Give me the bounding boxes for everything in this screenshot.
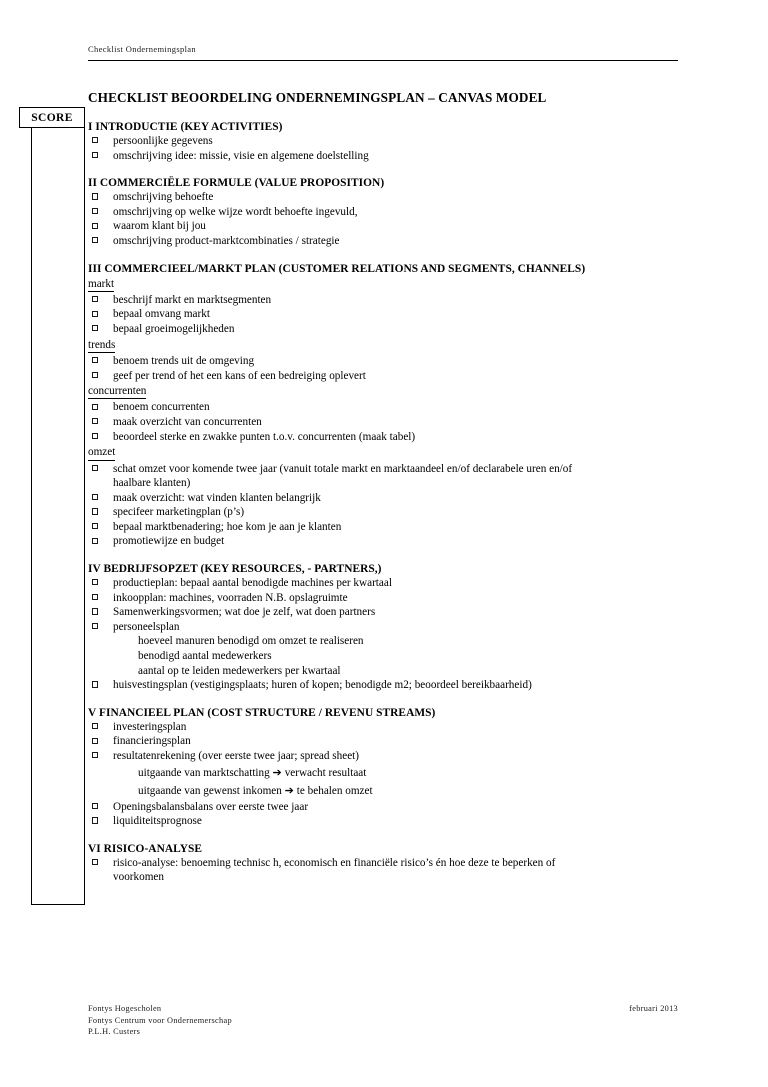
checklist-item-label: huisvestingsplan (vestigingsplaats; huren of kopen; benodigde m2; beoordeel bereikbaarheid) — [113, 679, 532, 692]
checkbox-icon[interactable] — [92, 237, 98, 243]
checklist-item-label: beoordeel sterke en zwakke punten t.o.v. concurrenten (maak tabel) — [113, 430, 416, 443]
checkbox-icon[interactable] — [92, 296, 98, 302]
score-entry-area[interactable] — [31, 128, 85, 905]
checklist-item-label-continued: voorkomen — [113, 871, 164, 884]
checkbox-icon[interactable] — [92, 418, 98, 424]
section-introductie — [88, 121, 668, 163]
score-label: SCORE — [31, 111, 73, 124]
checklist-item[interactable] — [88, 576, 668, 591]
checkbox-icon[interactable] — [92, 465, 98, 471]
section-risico-analyse — [88, 843, 668, 885]
subsection-heading-markt: markt — [88, 277, 114, 292]
checkbox-icon[interactable] — [92, 623, 98, 629]
checklist-item-label: investeringsplan — [113, 720, 187, 733]
checklist-item-label: schat omzet voor komende twee jaar (vanuit totale markt en marktaandeel en/of declarabele uren en/of — [113, 462, 573, 475]
score-column-box — [19, 107, 85, 905]
subsection-heading-omzet: omzet — [88, 445, 115, 460]
checklist-item[interactable] — [88, 814, 668, 829]
section-commercieel-markt-plan — [88, 263, 668, 550]
checklist-item[interactable] — [88, 400, 668, 415]
checklist-item[interactable] — [88, 134, 668, 149]
page-title: CHECKLIST BEOORDELING ONDERNEMINGSPLAN – CANVAS MODEL — [88, 90, 547, 105]
checklist-item-label: omschrijving op welke wijze wordt behoefte ingevuld, — [113, 205, 358, 218]
checkbox-icon[interactable] — [92, 494, 98, 500]
checklist-item[interactable] — [88, 234, 668, 249]
checklist-item-label: Samenwerkingsvormen; wat doe je zelf, wat doen partners — [113, 606, 376, 619]
checklist-item-label: geef per trend of het een kans of een bedreiging oplevert — [113, 369, 366, 382]
checklist-item[interactable] — [88, 322, 668, 337]
checklist-item-label: bepaal groeimogelijkheden — [113, 323, 235, 336]
running-header-text: Checklist Ondernemingsplan — [88, 44, 197, 54]
checklist-item-label: liquiditeitsprognose — [113, 815, 202, 828]
checkbox-icon[interactable] — [92, 508, 98, 514]
section-heading: VI RISICO-ANALYSE — [88, 842, 203, 855]
checklist-item[interactable] — [88, 734, 668, 749]
checklist-item-label: benoem concurrenten — [113, 401, 210, 414]
footer-date: februari 2013 — [629, 1004, 678, 1013]
footer-line-author: P.L.H. Custers — [88, 1027, 141, 1036]
checklist-item-label: bepaal omvang markt — [113, 308, 210, 321]
checklist-item[interactable] — [88, 307, 668, 322]
checkbox-icon[interactable] — [92, 357, 98, 363]
checkbox-icon[interactable] — [92, 538, 98, 544]
checklist-item-label: promotiewijze en budget — [113, 535, 225, 548]
checklist-subitem: uitgaande van marktschatting ➔ verwacht resultaat — [138, 766, 367, 779]
checkbox-icon[interactable] — [92, 523, 98, 529]
checklist-item-label: personeelsplan — [113, 620, 180, 633]
checklist-item-label: persoonlijke gegevens — [113, 135, 213, 147]
section-financieel-plan — [88, 707, 668, 829]
score-header-cell — [19, 107, 85, 128]
checklist-item-label: benoem trends uit de omgeving — [113, 354, 255, 367]
checkbox-icon[interactable] — [92, 208, 98, 214]
checklist-item[interactable] — [88, 749, 668, 764]
checklist-subitem: hoeveel manuren benodigd om omzet te realiseren — [138, 635, 364, 648]
checklist-item[interactable] — [88, 149, 668, 164]
checklist-item[interactable] — [88, 505, 668, 520]
checklist-item[interactable] — [88, 415, 668, 430]
checklist-item[interactable] — [88, 620, 668, 635]
checklist-item[interactable] — [88, 520, 668, 535]
checklist-item-label: omschrijving product-marktcombinaties / strategie — [113, 234, 340, 247]
checkbox-icon[interactable] — [92, 325, 98, 331]
section-commerciele-formule — [88, 177, 668, 248]
checkbox-icon[interactable] — [92, 738, 98, 744]
subsection-concurrenten-wrap — [88, 383, 668, 400]
checklist-item-label: maak overzicht van concurrenten — [113, 416, 262, 429]
checkbox-icon[interactable] — [92, 594, 98, 600]
checklist-item-label: specifeer marketingplan (p’s) — [113, 506, 245, 519]
checklist-item[interactable] — [88, 491, 668, 506]
section-heading: III COMMERCIEEL/MARKT PLAN (CUSTOMER RELATIONS AND SEGMENTS, CHANNELS) — [88, 262, 586, 275]
checklist-item-label: omschrijving behoefte — [113, 191, 214, 204]
footer-organisation-block — [88, 1003, 232, 1038]
checklist-item-label: beschrijf markt en marktsegmenten — [113, 293, 272, 306]
checklist-item[interactable] — [88, 293, 668, 308]
section-spacer — [88, 549, 668, 563]
checklist-item[interactable] — [88, 205, 668, 220]
checklist-item[interactable] — [88, 462, 668, 491]
checkbox-icon[interactable] — [92, 608, 98, 614]
section-heading: II COMMERCIËLE FORMULE (VALUE PROPOSITION) — [88, 177, 385, 190]
checkbox-icon[interactable] — [92, 579, 98, 585]
checklist-item[interactable] — [88, 720, 668, 735]
subsection-markt-wrap — [88, 276, 668, 293]
checklist-item[interactable] — [88, 856, 668, 885]
checkbox-icon[interactable] — [92, 752, 98, 758]
section-spacer — [88, 693, 668, 707]
subsection-trends-wrap — [88, 337, 668, 354]
checklist-item-label: waarom klant bij jou — [113, 220, 206, 233]
section-heading: IV BEDRIJFSOPZET (KEY RESOURCES, - PARTNERS,) — [88, 563, 382, 576]
subsection-heading-trends: trends — [88, 338, 115, 353]
checkbox-icon[interactable] — [92, 193, 98, 199]
document-body — [88, 90, 668, 885]
checklist-item[interactable] — [88, 591, 668, 606]
checklist-item[interactable] — [88, 190, 668, 205]
section-spacer — [88, 829, 668, 843]
checklist-subitem: benodigd aantal medewerkers — [138, 650, 272, 663]
checkbox-icon[interactable] — [92, 817, 98, 823]
section-heading: I INTRODUCTIE (KEY ACTIVITIES) — [88, 121, 283, 133]
subsection-heading-concurrenten: concurrenten — [88, 384, 146, 399]
section-spacer — [88, 249, 668, 263]
checklist-item-label: risico-analyse: benoeming technisc h, economisch en financiële risico’s én hoe deze te beperken of — [113, 856, 556, 869]
checkbox-icon[interactable] — [92, 311, 98, 317]
checklist-item[interactable] — [88, 678, 668, 693]
checklist-item[interactable] — [88, 605, 668, 620]
checklist-item-label: Openingsbalansbalans over eerste twee jaar — [113, 800, 309, 813]
checklist-item-label: bepaal marktbenadering; hoe kom je aan je klanten — [113, 520, 342, 533]
checklist-item[interactable] — [88, 219, 668, 234]
checkbox-icon[interactable] — [92, 723, 98, 729]
section-bedrijfsopzet — [88, 563, 668, 693]
checklist-item-label: resultatenrekening (over eerste twee jaar; spread sheet) — [113, 750, 359, 762]
footer-row — [88, 1003, 678, 1038]
checklist-item-label: financieringsplan — [113, 735, 191, 748]
checklist-item-label: productieplan: bepaal aantal benodigde machines per kwartaal — [113, 577, 392, 590]
checklist-item[interactable] — [88, 800, 668, 815]
checklist-item[interactable] — [88, 430, 668, 445]
checkbox-icon[interactable] — [92, 372, 98, 378]
page-running-header — [88, 44, 678, 61]
header-divider-rule — [88, 60, 678, 61]
footer-line-department: Fontys Centrum voor Ondernemerschap — [88, 1015, 232, 1025]
checklist-subitem: uitgaande van gewenst inkomen ➔ te behalen omzet — [138, 784, 373, 797]
section-spacer — [88, 163, 668, 177]
checklist-item-label: maak overzicht: wat vinden klanten belangrijk — [113, 491, 321, 504]
checkbox-icon[interactable] — [92, 152, 98, 158]
checkbox-icon[interactable] — [92, 433, 98, 439]
checklist-item[interactable] — [88, 534, 668, 549]
subsection-omzet-wrap — [88, 444, 668, 461]
checkbox-icon[interactable] — [92, 223, 98, 229]
checklist-item-label-continued: haalbare klanten) — [113, 477, 191, 490]
checklist-item[interactable] — [88, 369, 668, 384]
checklist-item-label: omschrijving idee: missie, visie en algemene doelstelling — [113, 149, 369, 162]
checkbox-icon[interactable] — [92, 137, 98, 143]
checkbox-icon[interactable] — [92, 404, 98, 410]
checkbox-icon[interactable] — [92, 681, 98, 687]
footer-line-organisation: Fontys Hogescholen — [88, 1004, 162, 1013]
checklist-subitem: aantal op te leiden medewerkers per kwartaal — [138, 664, 341, 677]
section-heading: V FINANCIEEL PLAN (COST STRUCTURE / REVENU STREAMS) — [88, 706, 436, 719]
checkbox-icon[interactable] — [92, 803, 98, 809]
checklist-item[interactable] — [88, 354, 668, 369]
checklist-item-label: inkoopplan: machines, voorraden N.B. opslagruimte — [113, 591, 348, 604]
page-footer — [88, 1003, 678, 1038]
checkbox-icon[interactable] — [92, 859, 98, 865]
